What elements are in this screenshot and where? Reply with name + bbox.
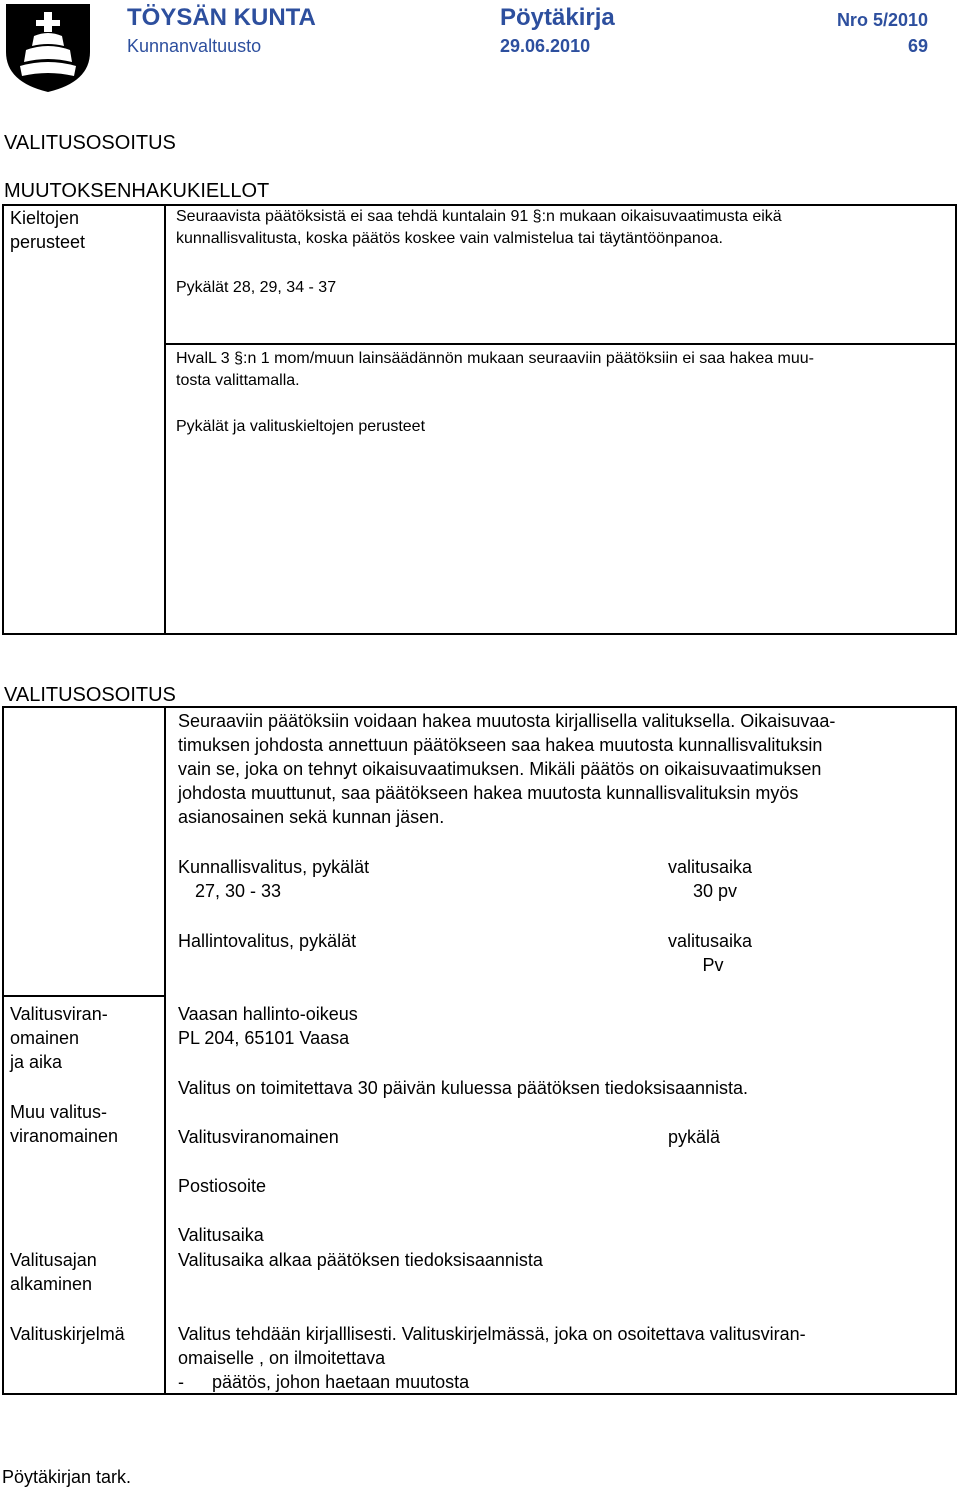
other-authority: Valitusviranomainen: [178, 1127, 339, 1147]
postal-address: Postiosoite: [178, 1176, 267, 1196]
page-number: 69: [907, 36, 928, 56]
other-authority-section: pykälä: [668, 1127, 721, 1147]
appeal-intro: Seuraaviin päätöksiin voidaan hakea muutosta kirjallisella valituksella. Oikaisuvaa- timuksen johdosta annettuun päätökseen saa hakea muutosta kunnallisvalituksin vain se, joka on tehnyt oikaisuvaatimuksen. Mikäli päätös on oikaisuvaatimuksen johdosta muuttunut, saa päätökseen hakea muutosta kunnallisvalituksin myös asianosainen sekä kunnan jäsen.: [178, 711, 836, 827]
authority-label: Valitusviran- omainen ja aika: [10, 1004, 108, 1072]
meeting-date: 29.06.2010: [500, 36, 591, 56]
restriction-separator: [164, 343, 957, 345]
council-name: Kunnanvaltuusto: [127, 36, 262, 56]
coat-of-arms-logo: [4, 2, 92, 94]
appeal-start-text: Valitusaika alkaa päätöksen tiedoksisaannista: [178, 1250, 543, 1270]
admin-appeal-label: Hallintovalitus, pykälät: [178, 931, 357, 951]
other-authority-label: Muu valitus- viranomainen: [10, 1102, 119, 1146]
restrictions-divider: [164, 204, 166, 635]
restriction-basis-label: Kieltojen perusteet: [10, 208, 86, 252]
appeal-letter-text: Valitus tehdään kirjalllisesti. Valituskirjelmässä, joka on osoitettava valitusviran- omaiselle , on ilmoitettava - päätös, johon haetaan muutosta: [178, 1324, 806, 1392]
appeal-section-title: VALITUSOSOITUS: [4, 684, 176, 706]
appeal-deadline: Valitus on toimitettava 30 päivän kuluessa päätöksen tiedoksisaannista.: [178, 1078, 749, 1098]
authority-separator: [2, 995, 165, 997]
authority-info: Vaasan hallinto-oikeus PL 204, 65101 Vaasa: [178, 1004, 358, 1048]
municipal-appeal-label: Kunnallisvalitus, pykälät 27, 30 - 33: [178, 857, 370, 901]
restriction-sections: Pykälät 28, 29, 34 - 37: [176, 279, 337, 296]
section-subtitle: MUUTOKSENHAKUKIELLOT: [4, 180, 270, 202]
admin-restriction-text: HvalL 3 §:n 1 mom/muun lainsäädännön mukaan seuraaviin päätöksiin ei saa hakea muu- tosta valittamalla.: [176, 350, 815, 389]
document-type: Pöytäkirja: [500, 4, 615, 31]
admin-appeal-period: valitusaika Pv: [667, 931, 753, 975]
municipal-appeal-period: valitusaika 30 pv: [667, 857, 753, 901]
appeal-start-label: Valitusajan alkaminen: [10, 1250, 97, 1294]
restrictions-box: [2, 204, 957, 635]
admin-restriction-sections: Pykälät ja valituskieltojen perusteet: [176, 418, 426, 435]
appeal-divider: [164, 706, 166, 1395]
municipality-name: TÖYSÄN KUNTA: [127, 4, 316, 31]
bullet-text: päätös, johon haetaan muutosta: [212, 1372, 470, 1392]
appeal-time: Valitusaika: [178, 1225, 264, 1245]
minutes-checker-label: Pöytäkirjan tark.: [2, 1467, 132, 1487]
appeal-letter-label: Valituskirjelmä: [10, 1324, 125, 1344]
restriction-text: Seuraavista päätöksistä ei saa tehdä kuntalain 91 §:n mukaan oikaisuvaatimusta eikä kunnallisvalitusta, koska päätös koskee vain valmistelua tai täytäntöönpanoa.: [176, 208, 782, 247]
section-title: VALITUSOSOITUS: [4, 132, 176, 154]
document-number: Nro 5/2010: [836, 10, 928, 30]
bullet-dash: -: [178, 1372, 184, 1392]
